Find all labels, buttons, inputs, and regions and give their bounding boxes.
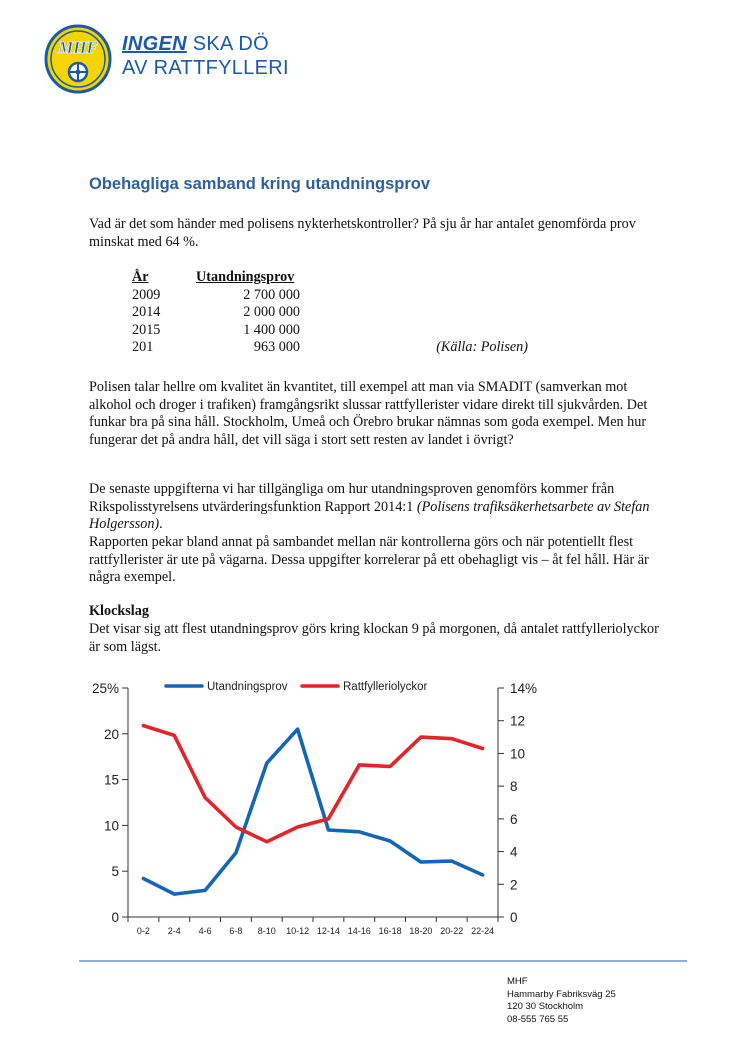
left-axis-tick-label: 25% — [91, 681, 119, 696]
mhf-logo — [44, 24, 289, 102]
footer-street: Hammarby Fabriksväg 25 — [507, 988, 616, 1000]
right-axis-tick-label: 12 — [510, 713, 526, 729]
right-axis-tick-label: 6 — [510, 811, 518, 827]
x-axis-tick-label: 20-22 — [440, 926, 464, 936]
table-cell-note: (Källa: Polisen) — [436, 339, 528, 356]
report-text: De senaste uppgifterna vi har tillgängliga om hur utandningsproven genomförs kommer från Rikspolisstyrelsens utvärderingsfunktion Rapport 2014:1 — [89, 481, 615, 515]
footer-rule — [79, 960, 687, 962]
right-axis-tick-label: 10 — [510, 746, 526, 762]
table-header-tests: Utandningsprov — [196, 269, 295, 285]
table-row — [132, 322, 528, 340]
left-axis-tick-label: 10 — [103, 818, 119, 834]
table-cell-value: 963 000 — [253, 339, 300, 356]
chart-svg — [80, 672, 560, 942]
right-axis-tick-label: 14% — [510, 681, 538, 696]
legend-label: Utandningsprov — [207, 681, 288, 693]
x-axis-tick-label: 4-6 — [198, 926, 212, 936]
table-cell-note — [300, 322, 528, 340]
left-axis-tick-label: 20 — [103, 726, 119, 742]
x-axis-tick-label: 6-8 — [229, 926, 243, 936]
x-axis-tick-label: 12-14 — [316, 926, 340, 936]
logo-slogan-strong: INGEN — [122, 33, 187, 55]
x-axis-tick-label: 10-12 — [286, 926, 310, 936]
table-cell-year: 2015 — [132, 321, 161, 338]
smadit-paragraph: Polisen talar hellre om kvalitet än kvantitet, till exempel att man via SMADIT (samverkan mot alkohol och droger i trafiken) framgångsrikt slussar rattfyllerister vidare direkt till sjukvården. Det funkar bra på sina håll. Stockholm, Umeå och Örebro brukar nämnas som goda exempel. Men hur fungerar det på andra håll, det vill säga i stort sett resten av landet i övrigt? — [89, 379, 648, 448]
table-row — [132, 287, 528, 305]
klockslag-heading: Klockslag — [89, 603, 149, 619]
chart-series — [143, 726, 482, 895]
left-axis-tick-label: 5 — [111, 864, 119, 880]
x-axis-tick-label: 0-2 — [136, 926, 150, 936]
chart-legend — [166, 681, 428, 693]
intro-paragraph: Vad är det som händer med polisens nykterhetskontroller? På sju år har antalet genomförda prov minskat med 64 %. — [89, 216, 636, 250]
table-cell-value: 1 400 000 — [243, 321, 300, 338]
x-axis-tick-label: 2-4 — [167, 926, 181, 936]
x-axis-tick-label: 22-24 — [471, 926, 495, 936]
right-axis-tick-label: 2 — [510, 877, 518, 893]
table-cell-year: 2009 — [132, 286, 161, 303]
mhf-badge-icon — [44, 24, 112, 94]
footer-address — [507, 976, 616, 1026]
table-header-year: År — [132, 269, 149, 285]
article-heading: Obehagliga samband kring utandningsprov — [89, 175, 431, 193]
logo-slogan-line2: AV RATTFYLLERI — [122, 57, 289, 79]
footer-phone: 08-555 765 55 — [507, 1013, 569, 1025]
table-row — [132, 304, 528, 322]
breath-test-table — [132, 269, 528, 357]
footer-city: 120 30 Stockholm — [507, 1001, 584, 1012]
table-header-row — [132, 269, 528, 287]
report-title: (Polisens trafiksäkerhetsarbete av Stefan Holgersson) — [89, 498, 650, 533]
time-of-day-chart — [80, 672, 560, 947]
table-row — [132, 339, 528, 357]
table-cell-year: 201 — [132, 339, 154, 356]
series-line-utandningsprov — [143, 729, 482, 894]
right-axis-tick-label: 0 — [510, 910, 518, 925]
mhf-badge-text: MHF — [58, 38, 98, 57]
correlation-paragraph: Rapporten pekar bland annat på sambandet mellan när kontrollerna görs och när potentiellt flest rattfyllerister är ute på vägarna. Dessa uppgifter korrelerar på ett obehagligt vis – åt fel håll. Här är några exempel. — [89, 534, 649, 586]
table-cell-note — [300, 304, 528, 322]
left-axis-tick-label: 15 — [103, 772, 119, 788]
table-cell-year: 2014 — [132, 304, 161, 321]
logo-slogan — [122, 32, 289, 80]
table-cell-note — [300, 287, 528, 305]
left-axis-tick-label: 0 — [111, 910, 119, 925]
footer-org: MHF — [507, 976, 528, 987]
right-axis-tick-label: 4 — [510, 844, 518, 860]
x-axis-tick-label: 8-10 — [257, 926, 276, 936]
chart-axes — [92, 681, 537, 936]
x-axis-tick-label: 16-18 — [378, 926, 402, 936]
logo-slogan-line1: SKA DÖ — [186, 33, 269, 55]
table-cell-value: 2 700 000 — [243, 286, 300, 303]
report-end: . — [159, 516, 163, 533]
x-axis-tick-label: 18-20 — [409, 926, 433, 936]
table-cell-value: 2 000 000 — [243, 304, 300, 321]
legend-label: Rattfylleriolyckor — [343, 681, 428, 693]
report-paragraph — [89, 481, 669, 534]
right-axis-tick-label: 8 — [510, 779, 518, 795]
x-axis-tick-label: 14-16 — [347, 926, 371, 936]
klockslag-paragraph: Det visar sig att flest utandningsprov görs kring klockan 9 på morgonen, då antalet rattfylleriolyckor är som lägst. — [89, 621, 659, 655]
